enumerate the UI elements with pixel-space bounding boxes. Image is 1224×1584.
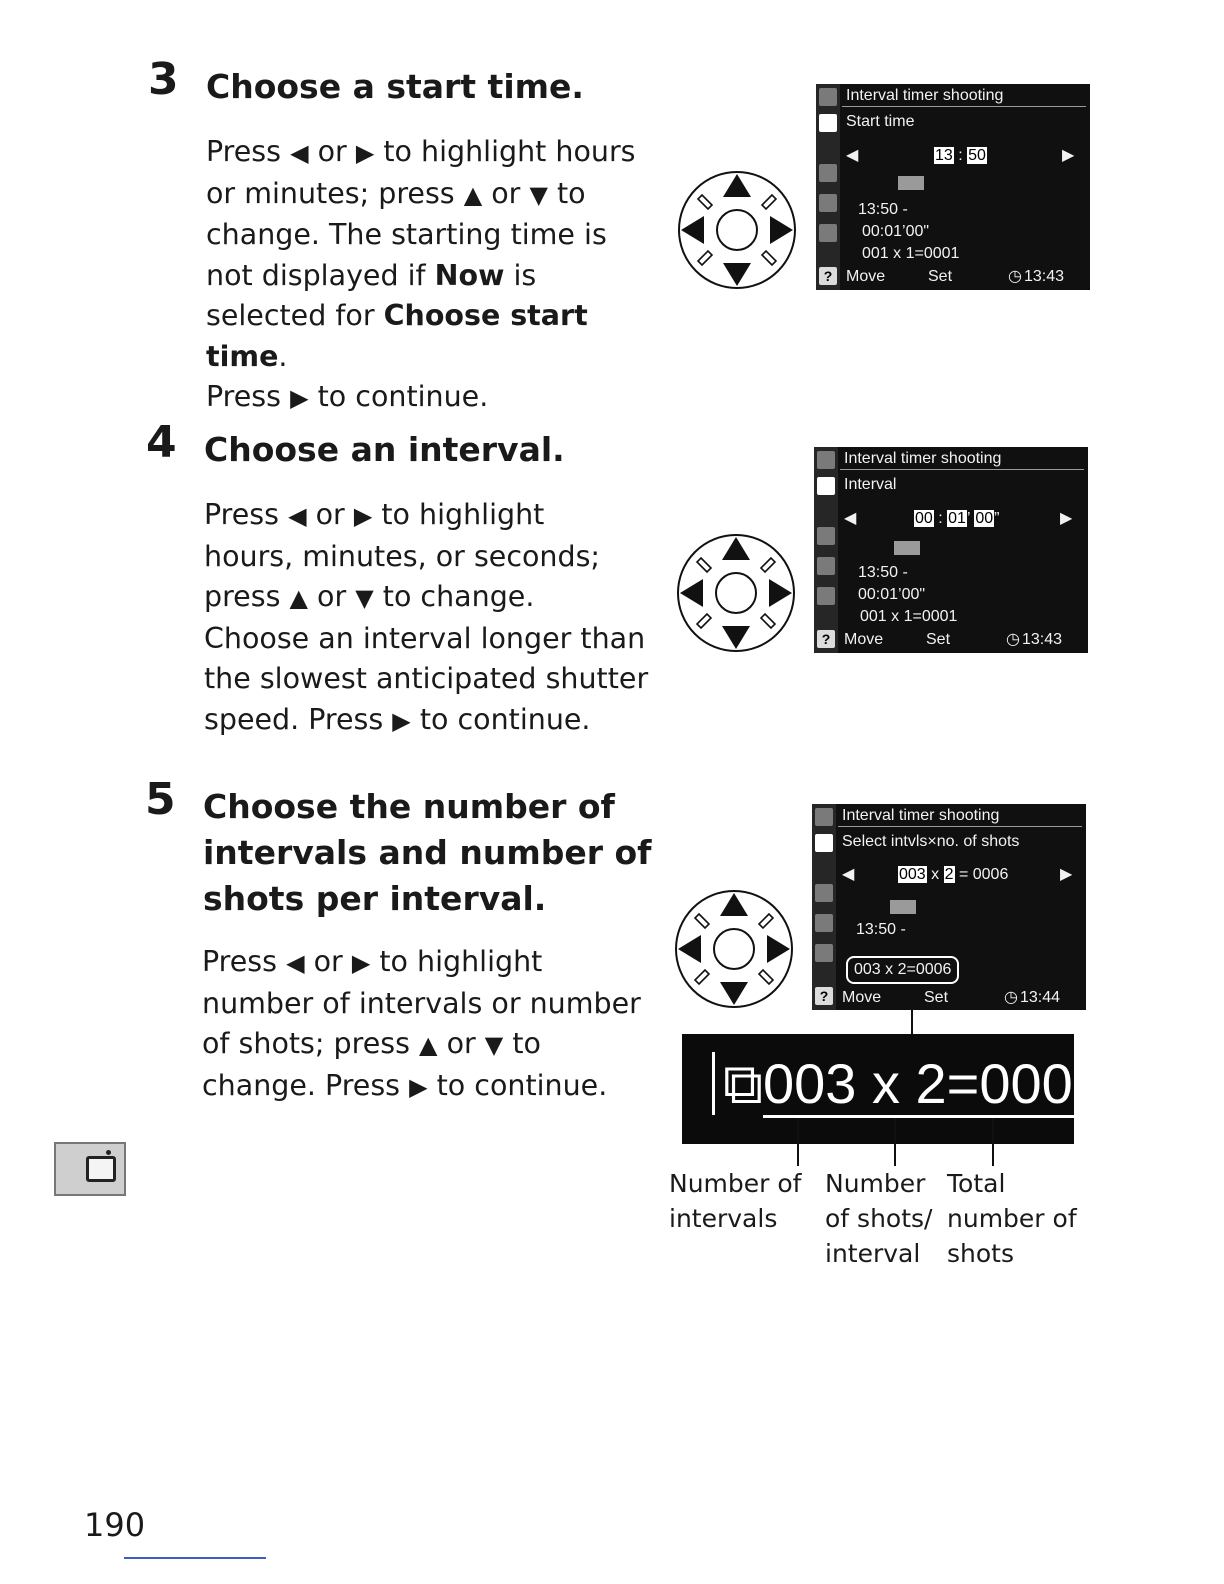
clock-time: 13:44 [1020,989,1061,1006]
left-arrow-icon: ◀ [288,502,307,530]
set-label: Set [926,631,951,648]
move-label: Move [846,268,886,285]
clock-time: 13:43 [1022,631,1063,648]
info-start: 13:50 - [856,921,906,938]
up-arrow-icon: ▲ [289,584,308,612]
move-label: Move [842,989,882,1006]
info-shots: 001 x 1=0001 [862,245,960,262]
camera-screen-shots: ? Interval timer shooting Select intvls×no. of shots ◀ 003 x 2 = 0006 ▶ 13:50 - 003 x 2=0006 Move Set ◷ 13:44 [812,804,1086,1010]
info-start: 13:50 - [858,564,908,581]
step-3-title: Choose a start time. [206,67,584,106]
page-number: 190 [84,1506,146,1544]
step-4-text: Press ◀ or ▶ to highlight hours, minutes, or seconds; press ▲ or ▼ to change. Choose an interval longer than the slowest anticipated shutter speed. Press ▶ to continue. [204,495,664,741]
right-arrow-icon: ▶ [1062,147,1075,164]
callout-line-total [992,1118,994,1166]
step-5-title: Choose the number of intervals and number of shots per interval. [203,787,652,918]
menu-title: Interval timer shooting [844,450,1002,467]
right-arrow-icon: ▶ [353,502,373,530]
shots-value: 003 x 2 = 0006 [899,866,1009,883]
zoomed-shots-text: ⧉003 x 2=0006 [712,1052,1111,1116]
info-interval: 00:01’00" [858,586,926,603]
down-arrow-icon: ▼ [484,1031,504,1059]
set-label: Set [928,268,953,285]
right-arrow-icon: ▶ [351,949,371,977]
up-arrow-icon: ▲ [419,1031,438,1059]
left-arrow-icon: ◀ [842,866,855,883]
left-arrow-icon: ◀ [286,949,305,977]
multi-selector-icon [675,532,797,654]
set-label: Set [924,989,949,1006]
camera-screen-start-time: ? Interval timer shooting Start time ◀ 13 : 50 ▶ 13:50 - 00:01’00" 001 x 1=0001 Move Set ◷ 13:43 [816,84,1090,290]
callout-shots-per-interval: Number of shots/ interval [825,1169,933,1268]
step-5-number: 5 [145,774,176,825]
time-value: 13 : 50 [935,147,986,164]
multi-selector-icon [673,888,795,1010]
multi-selector-icon [676,169,798,291]
info-interval: 00:01’00" [862,223,930,240]
step-4-title: Choose an interval. [204,430,565,469]
camera-tab-icon [54,1142,126,1196]
menu-title: Interval timer shooting [846,87,1004,104]
interval-icon [898,176,924,190]
menu-item-title: Select intvls×no. of shots [842,833,1020,850]
menu-title: Interval timer shooting [842,807,1000,824]
callout-line-shots [894,1118,896,1166]
step-4-number: 4 [146,417,177,468]
info-shots-highlight: 003 x 2=0006 [846,956,959,984]
callout-number-of-intervals: Number of intervals [669,1169,802,1233]
interval-value: 00 : 01’ 00” [915,510,1000,527]
interval-icon [894,541,920,555]
interval-icon [890,900,916,914]
menu-item-title: Interval [844,476,897,493]
clock-icon: ◷ [1006,631,1020,648]
info-start: 13:50 - [858,201,908,218]
right-arrow-icon: ▶ [409,1072,428,1101]
right-arrow-icon: ▶ [1060,866,1073,883]
right-arrow-icon: ▶ [392,706,411,735]
left-arrow-icon: ◀ [846,147,859,164]
clock-icon: ◷ [1008,268,1022,285]
callout-total-shots: Total number of shots [947,1169,1077,1268]
down-arrow-icon: ▼ [355,584,374,612]
camera-screen-interval: ? Interval timer shooting Interval ◀ 00 : 01’ 00” ▶ 13:50 - 00:01’00" 001 x 1=0001 Move Set ◷ 13:43 [814,447,1088,653]
up-arrow-icon: ▲ [463,180,483,209]
step-3-text: Press ◀ or ▶ to highlight hours or minutes; press ▲ or ▼ to change. The starting time is not displayed if Now is selected for Choose start time. Press ▶ to continue. [206,132,666,419]
right-arrow-icon: ▶ [1060,510,1073,527]
step-5-text: Press ◀ or ▶ to highlight number of intervals or number of shots; press ▲ or ▼ to change. Press ▶ to continue. [202,942,662,1107]
clock-time: 13:43 [1024,268,1065,285]
step-3-number: 3 [148,54,179,105]
down-arrow-icon: ▼ [529,180,548,209]
zoomed-shots-display [682,1034,1104,1144]
callout-line-intervals [797,1118,799,1166]
zoom-connector [911,990,913,1036]
info-shots: 001 x 1=0001 [860,608,958,625]
menu-item-title: Start time [846,113,915,130]
left-arrow-icon: ◀ [290,139,309,167]
right-arrow-icon: ▶ [290,384,309,412]
move-label: Move [844,631,884,648]
right-arrow-icon: ▶ [355,139,375,167]
left-arrow-icon: ◀ [844,510,857,527]
page-rule [124,1557,266,1559]
clock-icon: ◷ [1004,989,1018,1006]
